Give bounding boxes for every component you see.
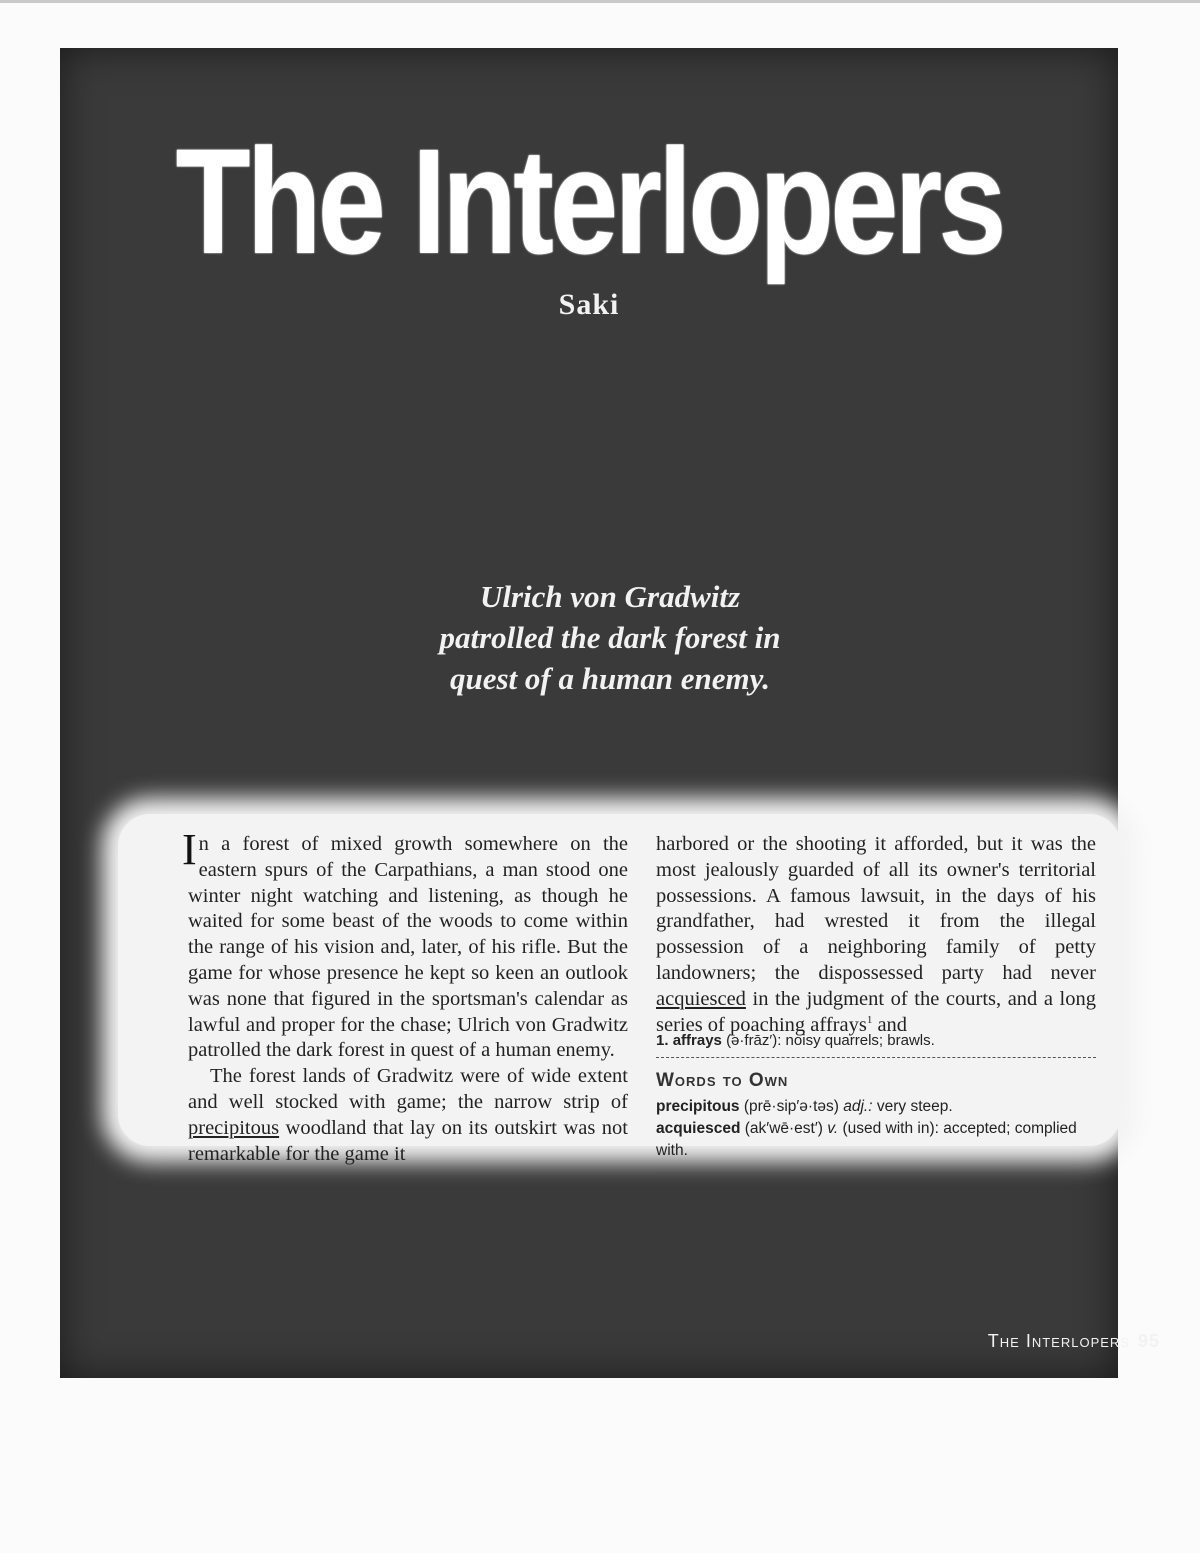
page-footer	[880, 1331, 1160, 1352]
tagline-line: Ulrich von Gradwitz	[479, 579, 741, 614]
vocab-term: acquiesced	[656, 1120, 741, 1137]
vocab-word-acquiesced: acquiesced	[656, 987, 746, 1010]
paragraph-text: woodland that lay on its outskirt was not remarkable for the game it	[188, 1116, 628, 1165]
story-column-left	[182, 825, 628, 1167]
words-to-own-box	[656, 1070, 1096, 1173]
page-number: 95	[1137, 1331, 1160, 1351]
page-edge	[0, 0, 1200, 3]
tagline-line: patrolled the dark forest in	[439, 620, 781, 655]
story-text-block	[118, 814, 1121, 1165]
vocab-pron: (ak′wē·est′)	[744, 1120, 823, 1137]
footnote-number: 1.	[656, 1032, 669, 1049]
drop-cap: I	[182, 825, 197, 874]
vocab-entry	[656, 1096, 1096, 1118]
footnote-term: affrays	[672, 1032, 722, 1049]
vocab-term: precipitous	[656, 1098, 740, 1115]
vocab-definition: (used with in): accepted; complied with.	[656, 1120, 1077, 1159]
footnote-ref: 1	[866, 1013, 873, 1026]
footnote-pron: (ə·frāz′):	[726, 1032, 782, 1049]
author-name: Saki	[558, 288, 620, 321]
footnote	[656, 1032, 1096, 1058]
story-paragraph	[182, 825, 628, 1064]
title-panel	[60, 48, 1160, 1378]
story-column-right	[656, 832, 1096, 1038]
paragraph-text: and	[872, 1013, 908, 1036]
footnote-definition: noisy quarrels; brawls.	[785, 1032, 935, 1049]
story-title: The Interlopers	[175, 117, 1003, 285]
tagline	[350, 576, 870, 699]
vocab-entry	[656, 1118, 1096, 1162]
story-paragraph	[188, 1064, 628, 1167]
vocab-pos: adj.:	[843, 1098, 873, 1115]
paragraph-text: in the judgment of the courts, and a long series of poaching affrays	[656, 987, 1096, 1036]
running-title: The Interlopers	[987, 1331, 1130, 1351]
paragraph-text: The forest lands of Gradwitz were of wide extent and well stocked with game; the narrow strip of	[188, 1065, 628, 1113]
words-to-own-heading: Words to Own	[656, 1070, 789, 1091]
vocab-pos: v.	[827, 1120, 839, 1137]
tagline-line: quest of a human enemy.	[449, 661, 771, 696]
vocab-definition: very steep.	[876, 1098, 953, 1115]
vocab-word-precipitous: precipitous	[188, 1116, 280, 1139]
paragraph-text: n a forest of mixed growth somewhere on the eastern spurs of the Carpathians, a man stood one winter night watching and listening, as though he waited for some beast of the woods to come within the range of his vision and, later, of his rifle. But the game for whose presence he kept so keen an outlook was none that figured in the sportsman's calendar as lawful and proper for the chase; Ulrich von Gradwitz patrolled the dark forest in quest of a human enemy.	[188, 833, 628, 1062]
paragraph-text: harbored or the shooting it afforded, but it was the most jealously guarded of all its owner's territorial possessions. A famous lawsuit, in the days of his grandfather, had wrested it from the illegal possession of a neighboring family of petty landowners; the dispossessed party had never	[656, 833, 1096, 984]
vocab-pron: (prē·sip′ə·təs)	[743, 1098, 839, 1115]
story-paragraph	[656, 832, 1096, 1038]
